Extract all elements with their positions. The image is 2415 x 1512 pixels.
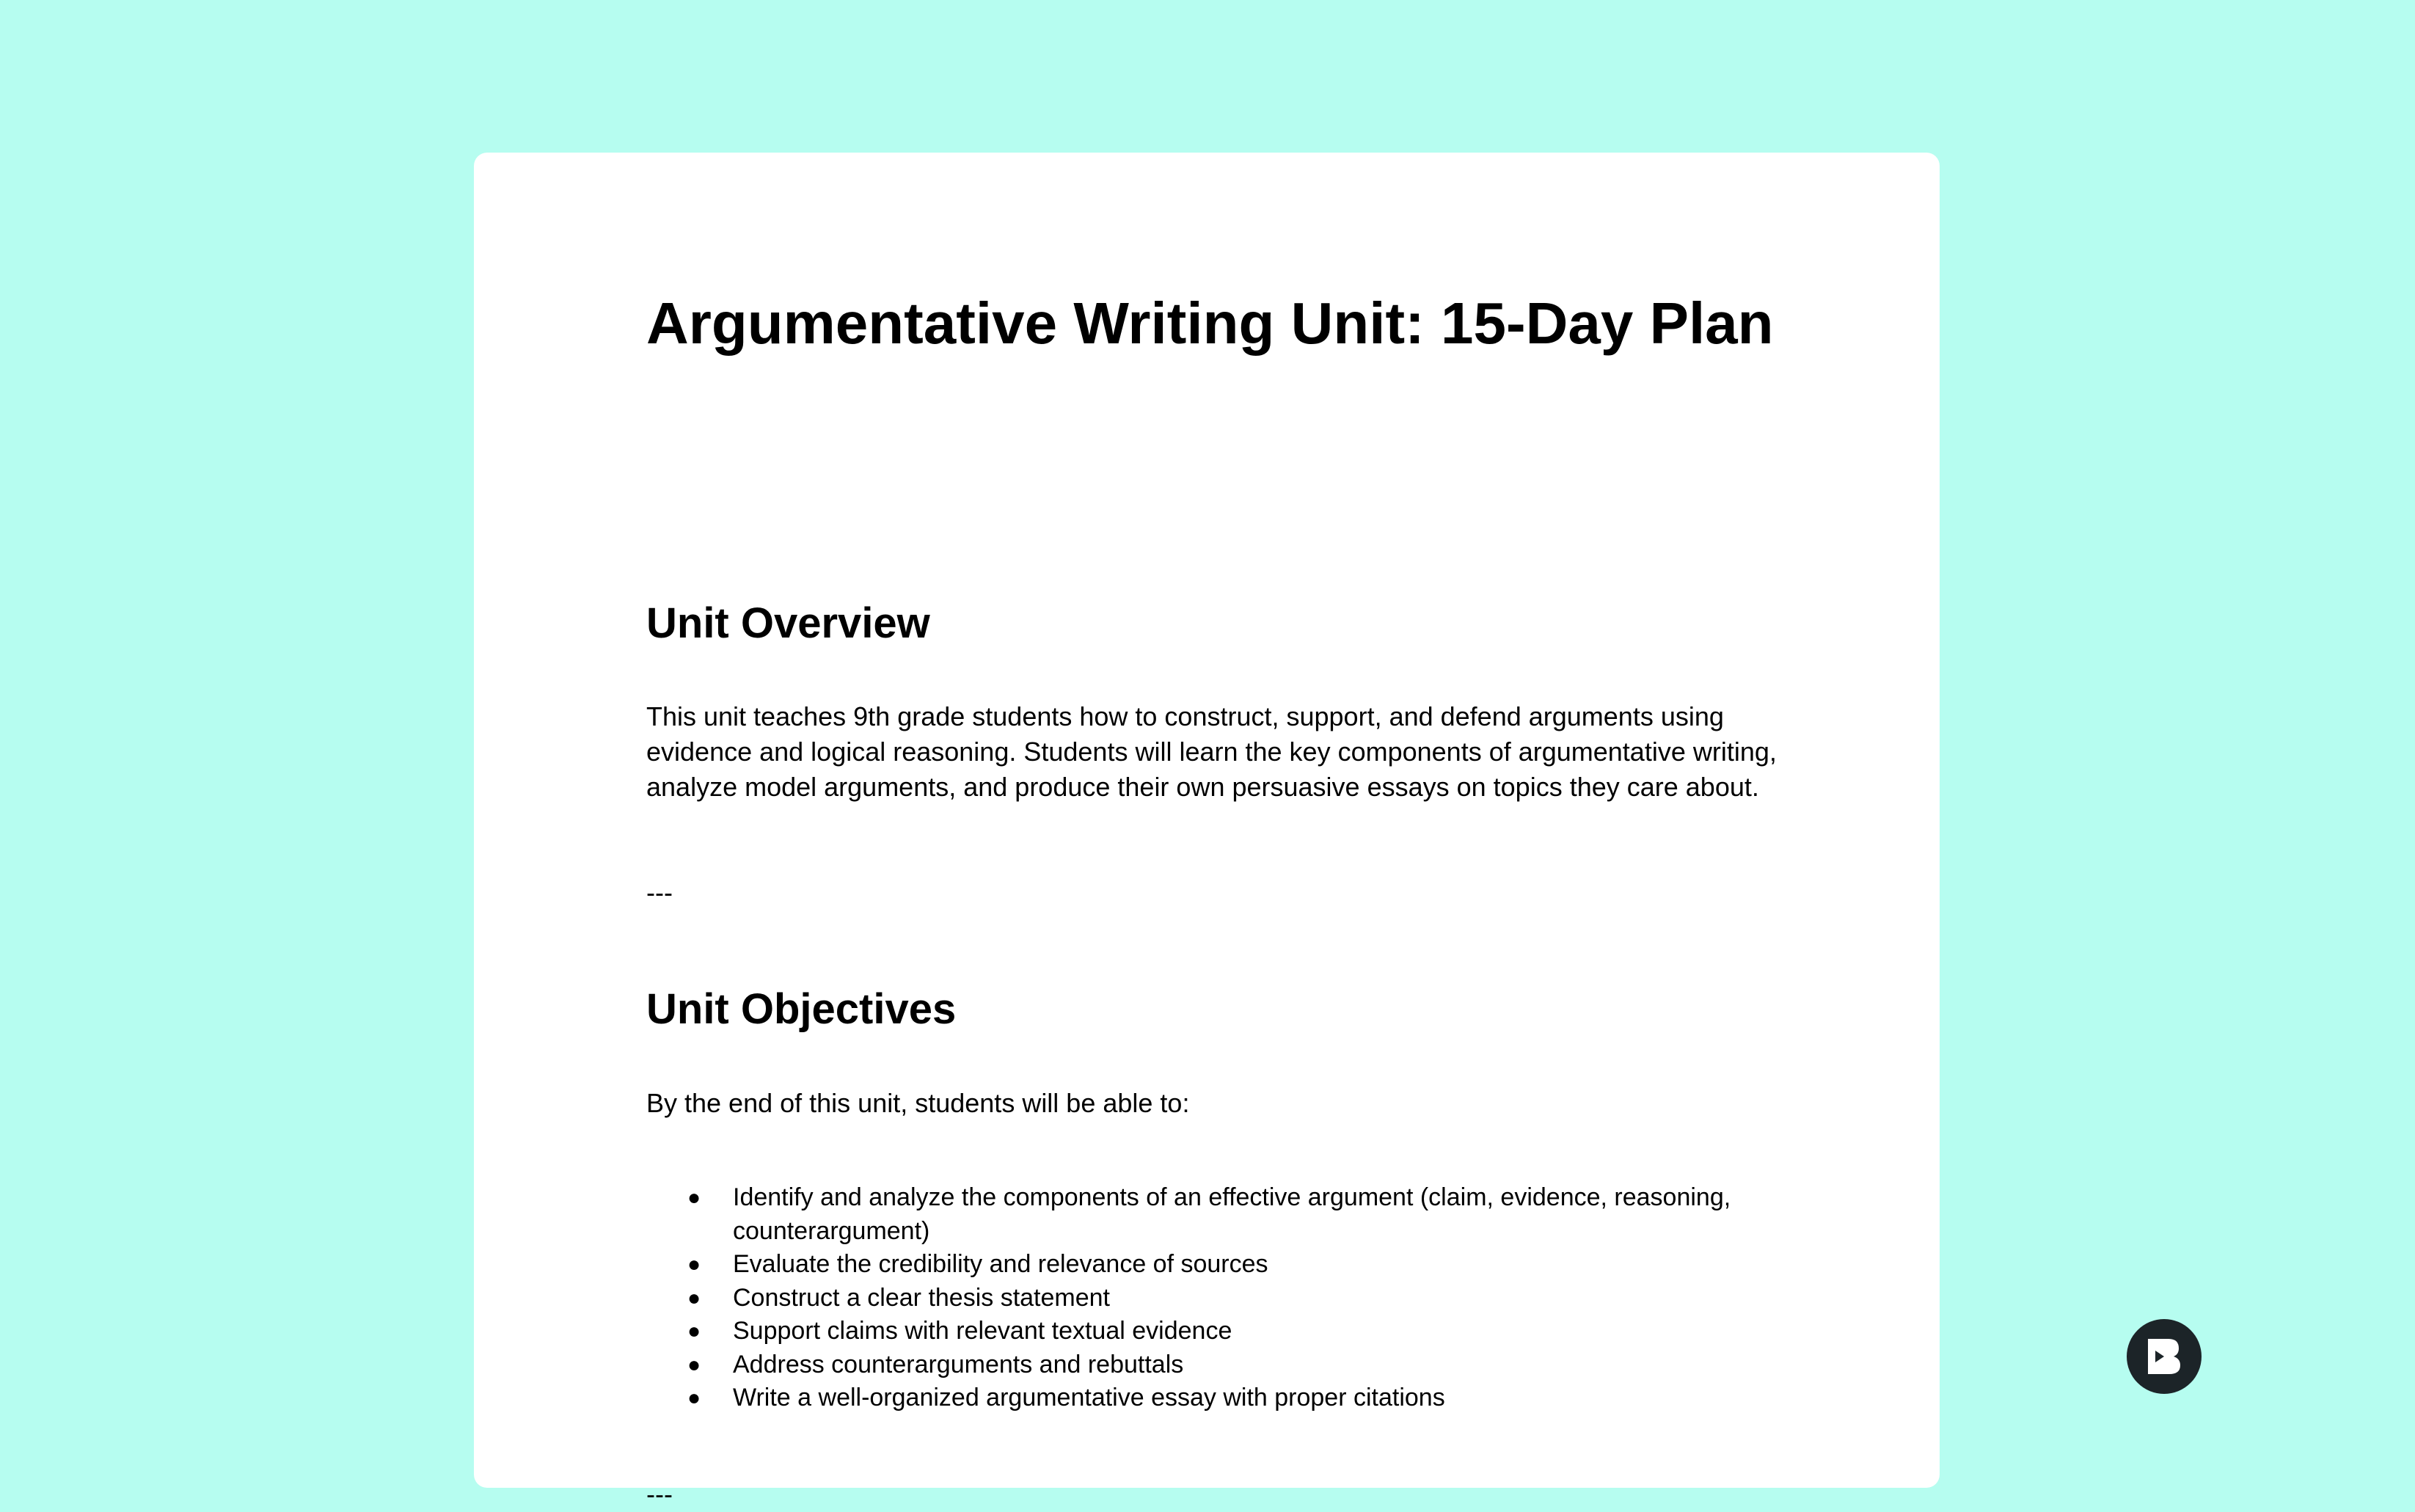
list-item	[646, 1381, 1820, 1415]
bullet-icon: ●	[687, 1252, 701, 1277]
document-page	[474, 153, 1940, 1509]
section-divider: ---	[646, 1479, 673, 1509]
bullet-icon: ●	[687, 1386, 701, 1410]
objectives-intro: By the end of this unit, students will be able to:	[646, 1088, 1190, 1118]
document-title: Argumentative Writing Unit: 15-Day Plan	[646, 291, 1774, 356]
list-item	[646, 1248, 1820, 1282]
objective-text: Address counterarguments and rebuttals	[733, 1350, 1184, 1378]
list-item	[646, 1315, 1820, 1348]
brand-logo-glyph-icon	[2142, 1334, 2186, 1378]
objectives-list	[646, 1181, 1820, 1415]
list-item	[646, 1181, 1820, 1248]
brand-logo-icon[interactable]	[2127, 1319, 2202, 1394]
objective-text: Support claims with relevant textual evidence	[733, 1317, 1232, 1345]
bullet-icon: ●	[687, 1352, 701, 1377]
section-divider: ---	[646, 877, 673, 907]
bullet-icon: ●	[687, 1186, 701, 1210]
objective-text: Identify and analyze the components of an effective argument (claim, evidence, reasoning, counterargument)	[733, 1183, 1731, 1245]
list-item	[646, 1348, 1820, 1382]
overview-paragraph: This unit teaches 9th grade students how to construct, support, and defend arguments using evidence and logical reasoning. Students will learn the key components of argumentative writing, analyze model arguments, and produce their own persuasive essays on topics they care about.	[646, 701, 1777, 802]
section-heading-objectives: Unit Objectives	[646, 985, 957, 1033]
objective-text: Evaluate the credibility and relevance of sources	[733, 1250, 1268, 1278]
section-heading-overview: Unit Overview	[646, 599, 930, 647]
objective-text: Write a well-organized argumentative essay with proper citations	[733, 1384, 1445, 1411]
list-item	[646, 1282, 1820, 1315]
bullet-icon: ●	[687, 1285, 701, 1310]
bullet-icon: ●	[687, 1319, 701, 1343]
objective-text: Construct a clear thesis statement	[733, 1283, 1111, 1312]
